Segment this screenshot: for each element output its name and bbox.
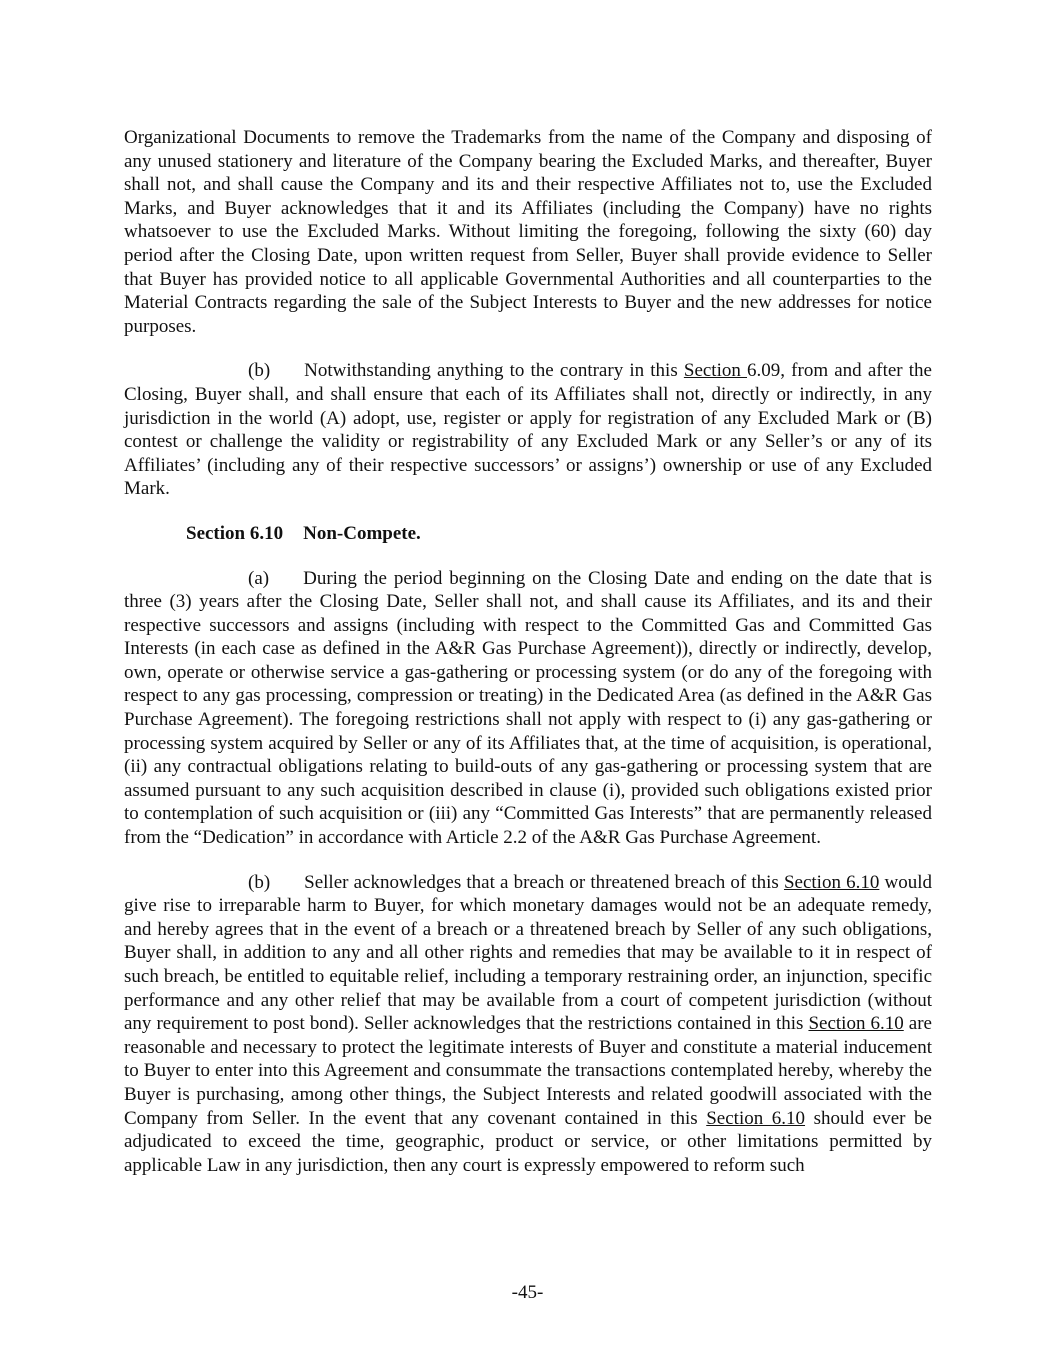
section-heading: [186, 522, 932, 546]
section-reference: Section 6.10: [783, 871, 880, 893]
clause-label: (b): [248, 871, 271, 893]
clause-text: are reasonable and necessary to protect the legitimate interests of Buyer and constitute a material inducement to Buyer to enter into this Agreement and consummate the transactions contemplated hereby, whereby the Buyer is purchasing, among other things, the Subject Interests and related goodwill associated with the Company from Seller. In the event that any covenant contained in this: [124, 1013, 932, 1129]
paragraph-6-10-b: [124, 871, 932, 1178]
paragraph-6-09-b: [124, 359, 932, 501]
clause-text: should ever be adjudicated to exceed the time, geographic, product or service, or other limitations permitted by applicable Law in any jurisdiction, then any court is expressly empowered to reform such: [124, 1107, 932, 1176]
clause-text: During the period beginning on the Closing Date and ending on the date that is three (3) years after the Closing Date, Seller shall not, and shall cause its Affiliates, and its and their respective successors and assigns (including with respect to the Committed Gas and Committed Gas Interests (in each case as defined in the A&R Gas Purchase Agreement)), directly or indirectly, develop, own, operate or otherwise service a gas-gathering or processing system (or do any of the foregoing with respect to any gas processing, compression or treating) in the Dedicated Area (as defined in the A&R Gas Purchase Agreement). The foregoing restrictions shall not apply with respect to (i) any gas-gathering or processing system acquired by Seller or any of its Affiliates that, at the time of acquisition, is operational, (ii) any contractual obligations relating to build-outs of any gas-gathering or processing system that are assumed pursuant to any such acquisition described in clause (i), provided such obligations existed prior to contemplation of such acquisition or (iii) any “Committed Gas Interests” that are permanently released from the “Dedication” in accordance with Article 2.2 of the A&R Gas Purchase Agreement.: [124, 567, 932, 849]
document-page: [124, 126, 932, 1198]
clause-text: 6.09, from and after the Closing, Buyer shall, and shall ensure that each of its Affiliates shall not, directly or indirectly, in any jurisdiction in the world (A) adopt, use, register or apply for registration of any Excluded Mark or (B) contest or challenge the validity or registrability of any Excluded Mark or any Seller’s or any of its Affiliates’ (including any of their respective successors’ or assigns’) ownership or use of any Excluded Mark.: [124, 360, 932, 500]
section-number: Section 6.10: [186, 522, 284, 544]
paragraph-6-10-a: [124, 567, 932, 850]
clause-label: (b): [248, 360, 271, 382]
section-reference: Section 6.10: [808, 1013, 904, 1035]
clause-text: would give rise to irreparable harm to Buyer, for which monetary damages would not be an adequate remedy, and hereby agrees that in the event of a breach or a threatened breach by Seller of any such obligations, Buyer shall, in addition to any and all other rights and remedies that may be available to it in respect of such breach, be entitled to equitable relief, including a temporary restraining order, an injunction, specific performance and any other relief that may be available from a court of competent jurisdiction (without any requirement to post bond). Seller acknowledges that the restrictions contained in this: [124, 871, 932, 1035]
section-reference: Section 6.10: [706, 1107, 806, 1129]
section-reference: Section: [683, 360, 748, 382]
section-title: Non-Compete.: [303, 522, 421, 544]
clause-text: Notwithstanding anything to the contrary in this: [304, 360, 684, 382]
page-number: -45-: [511, 1282, 544, 1303]
paragraph-continued: Organizational Documents to remove the Trademarks from the name of the Company and disposing of any unused stationery and literature of the Company bearing the Excluded Marks, and thereafter, Buyer shall not, and shall cause the Company and its and their respective Affiliates not to, use the Excluded Marks, and Buyer acknowledges that it and its Affiliates (including the Company) have no rights whatsoever to use the Excluded Marks. Without limiting the foregoing, following the sixty (60) day period after the Closing Date, upon written request from Seller, Buyer shall provide evidence to Seller that Buyer has provided notice to all applicable Governmental Authorities and all counterparties to the Material Contracts regarding the sale of the Subject Interests to Buyer and the new addresses for notice purposes.: [124, 127, 932, 337]
clause-text: Seller acknowledges that a breach or threatened breach of this: [304, 871, 784, 893]
clause-label: (a): [248, 567, 270, 589]
